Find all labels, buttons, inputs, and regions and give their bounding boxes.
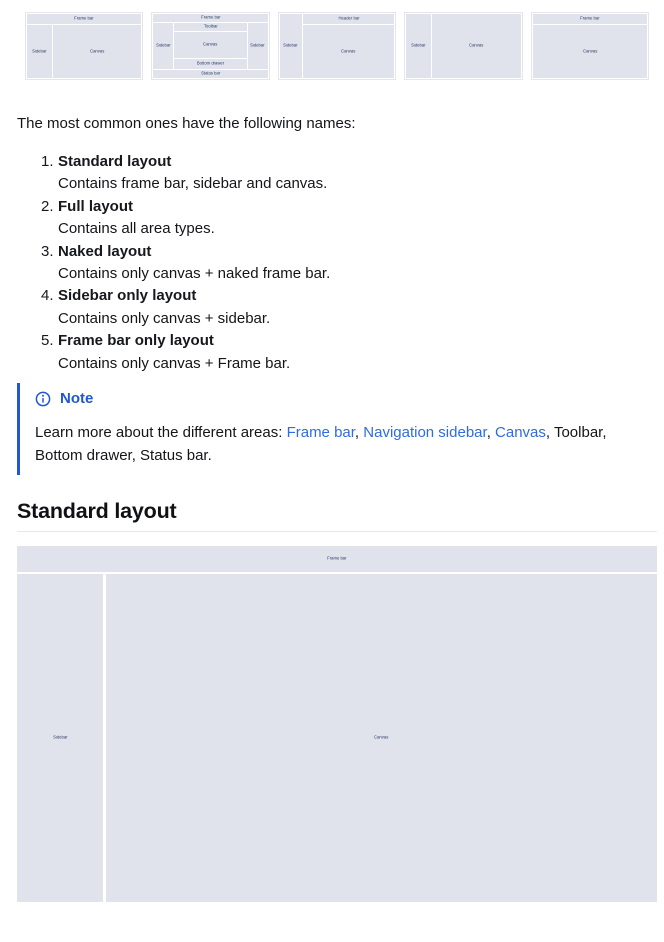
list-item bbox=[17, 196, 657, 241]
canvas-area bbox=[432, 14, 520, 78]
list-item-title: Sidebar only layout bbox=[58, 287, 197, 305]
list-item bbox=[17, 330, 657, 375]
thumbnail-sidebar-only-layout bbox=[404, 12, 522, 80]
layout-names-list bbox=[17, 151, 657, 375]
frame-bar-label: Frame bar bbox=[200, 15, 221, 21]
sidebar-area bbox=[248, 23, 268, 69]
toolbar-area bbox=[174, 23, 246, 31]
note-text: , Toolbar, Bottom drawer, Status bar. bbox=[35, 424, 607, 465]
frame-bar-area bbox=[17, 546, 657, 572]
thumbnail-full-layout bbox=[151, 12, 269, 80]
list-item-description: Contains all area types. bbox=[58, 220, 215, 238]
frame-bar-area bbox=[153, 14, 267, 22]
list-number: 4. bbox=[41, 287, 54, 305]
list-item bbox=[17, 285, 657, 330]
canvas-label: Canvas bbox=[341, 49, 356, 54]
canvas-label: Canvas bbox=[469, 43, 484, 49]
toolbar-label: Toolbar bbox=[203, 24, 218, 30]
sidebar-label: Sidebar bbox=[250, 43, 266, 49]
canvas-label: Canvas bbox=[203, 42, 218, 48]
frame-bar-link[interactable]: Frame bar bbox=[286, 424, 355, 442]
list-item-description: Contains frame bar, sidebar and canvas. bbox=[58, 175, 328, 193]
note-header bbox=[35, 389, 653, 409]
frame-bar-label: Frame bar bbox=[327, 556, 347, 562]
list-item-description: Contains only canvas + naked frame bar. bbox=[58, 265, 331, 283]
list-item-title: Naked layout bbox=[58, 242, 152, 260]
note-text: , bbox=[486, 424, 496, 442]
info-icon bbox=[35, 391, 51, 407]
sidebar-area bbox=[17, 574, 103, 902]
section-heading-standard-layout: Standard layout bbox=[17, 499, 177, 524]
bottom-drawer-label: Bottom drawer bbox=[196, 61, 225, 67]
list-item bbox=[17, 241, 657, 286]
sidebar-label: Sidebar bbox=[283, 43, 299, 49]
canvas-area bbox=[174, 32, 246, 58]
canvas-area bbox=[106, 574, 657, 902]
list-number: 2. bbox=[41, 197, 54, 215]
intro-paragraph: The most common ones have the following names: bbox=[17, 115, 356, 132]
frame-bar-label: Frame bar bbox=[74, 16, 94, 22]
list-item-title: Frame bar only layout bbox=[58, 332, 214, 350]
thumbnail-naked-layout bbox=[278, 12, 396, 80]
sidebar-label: Sidebar bbox=[156, 43, 171, 49]
sidebar-label: Sidebar bbox=[32, 49, 47, 54]
list-item-title: Full layout bbox=[58, 197, 133, 215]
sidebar-area bbox=[153, 23, 173, 69]
list-number: 1. bbox=[41, 153, 54, 170]
standard-layout-diagram bbox=[17, 546, 657, 902]
list-item bbox=[17, 151, 657, 196]
canvas-label: Canvas bbox=[374, 735, 389, 741]
sidebar-area bbox=[27, 25, 52, 78]
navigation-sidebar-link[interactable]: Navigation sidebar bbox=[363, 424, 487, 442]
canvas-area bbox=[533, 25, 647, 78]
canvas-label: Canvas bbox=[582, 49, 597, 54]
note-label: Note bbox=[60, 390, 94, 408]
header-bar-area bbox=[303, 14, 394, 24]
docs-page bbox=[17, 12, 657, 902]
header-bar-label: Header bar bbox=[338, 16, 360, 22]
canvas-label: Canvas bbox=[90, 49, 105, 54]
sidebar-label: Sidebar bbox=[52, 735, 68, 741]
note-text: Learn more about the different areas: bbox=[35, 424, 287, 442]
canvas-link[interactable]: Canvas bbox=[495, 424, 546, 442]
canvas-area bbox=[53, 25, 141, 78]
note-callout bbox=[17, 383, 657, 475]
status-bar-area bbox=[153, 70, 267, 78]
bottom-drawer-area bbox=[174, 59, 246, 69]
status-bar-label: Status bar bbox=[201, 71, 221, 77]
thumbnail-standard-layout bbox=[25, 12, 143, 80]
frame-bar-label: Frame bar bbox=[580, 16, 600, 22]
list-item-description: Contains only canvas + Frame bar. bbox=[58, 354, 291, 372]
sidebar-area bbox=[280, 14, 302, 78]
list-item-description: Contains only canvas + sidebar. bbox=[58, 309, 271, 327]
sidebar-label: Sidebar bbox=[411, 43, 426, 49]
list-number: 3. bbox=[41, 242, 54, 260]
frame-bar-area bbox=[27, 14, 141, 24]
frame-bar-area bbox=[533, 14, 647, 24]
heading-divider bbox=[17, 531, 657, 532]
sidebar-area bbox=[406, 14, 431, 78]
list-number: 5. bbox=[41, 332, 54, 350]
thumbnail-frame-bar-only-layout bbox=[531, 12, 649, 80]
note-text: , bbox=[354, 424, 364, 442]
note-body bbox=[35, 421, 653, 467]
canvas-area bbox=[303, 25, 394, 78]
list-item-title: Standard layout bbox=[58, 153, 172, 170]
layout-thumbnails-row bbox=[17, 12, 657, 80]
